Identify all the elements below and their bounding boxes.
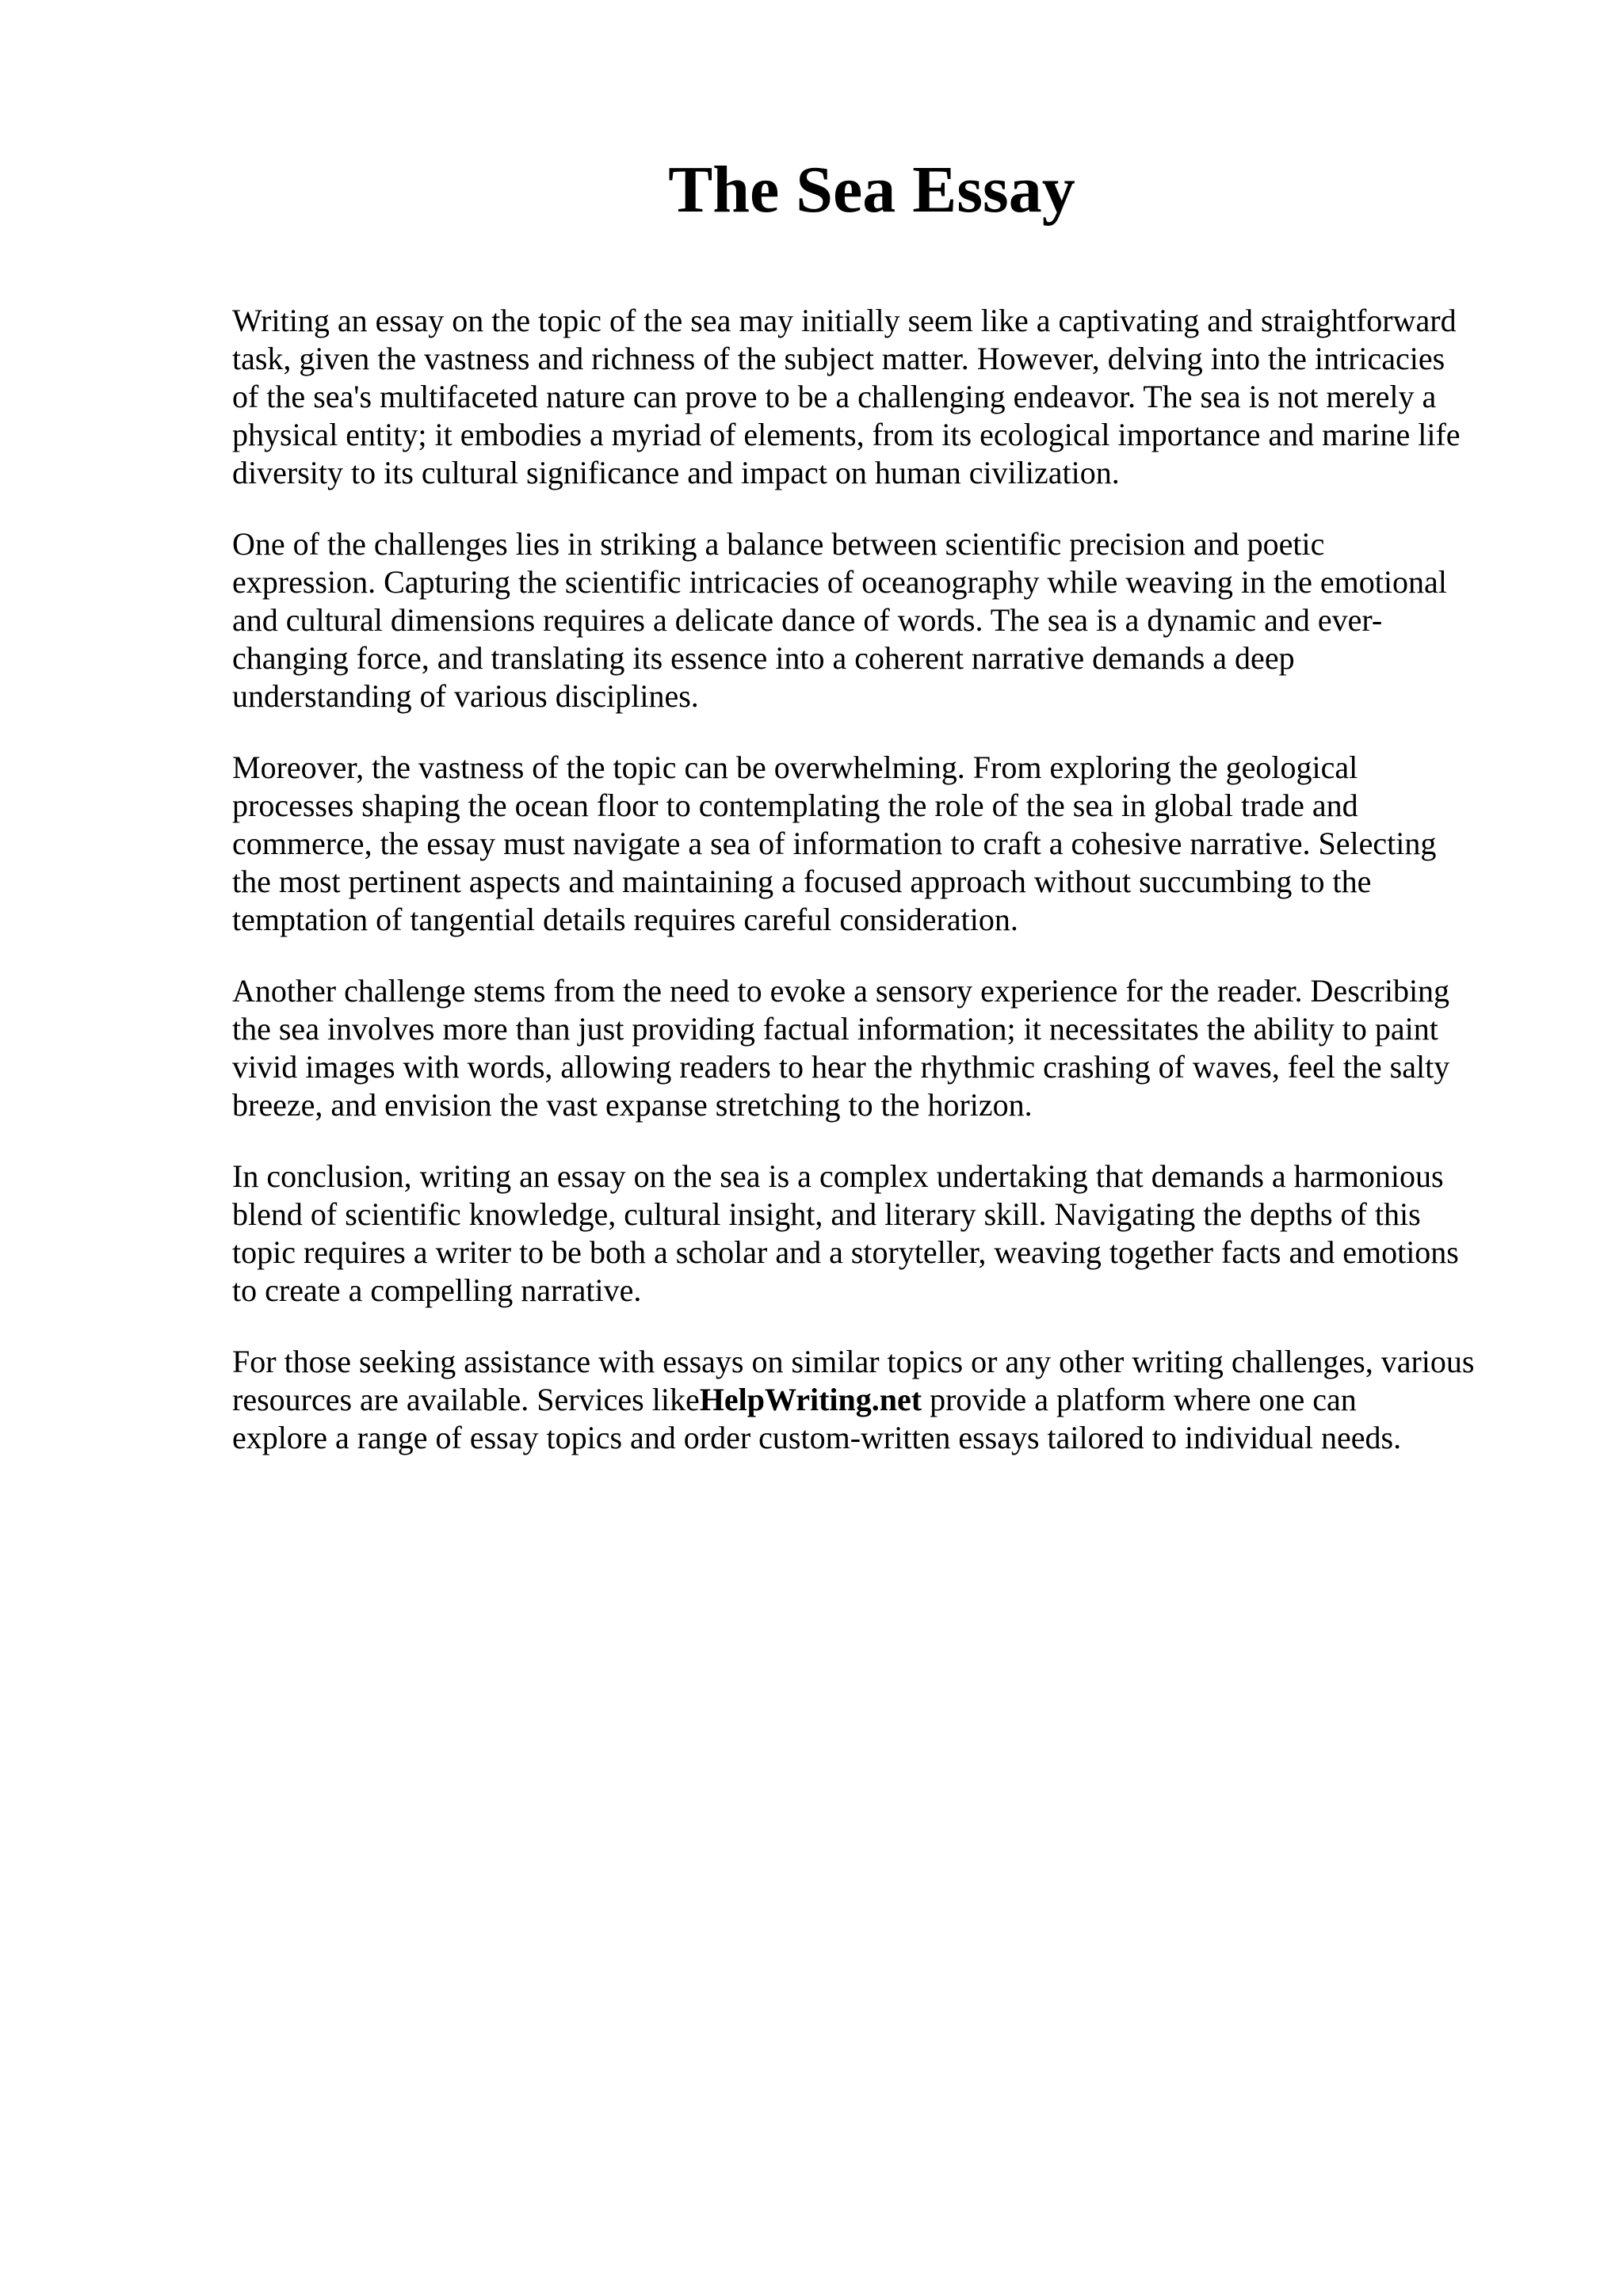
paragraph-line: blend of scientific knowledge, cultural insight, and literary skill. Navigating the depths of this [232,1196,1421,1232]
paragraph-line: temptation of tangential details requires careful consideration. [232,902,1018,937]
paragraph-line: processes shaping the ocean floor to contemplating the role of the sea in global trade and [232,788,1358,823]
paragraph-line: and cultural dimensions requires a delicate dance of words. The sea is a dynamic and ever- [232,602,1383,638]
paragraph-line: breeze, and envision the vast expanse stretching to the horizon. [232,1087,1033,1123]
closing-text-after-link: provide a platform where one can [922,1382,1357,1417]
paragraph-line: the sea involves more than just providing factual information; it necessitates the ability to paint [232,1011,1438,1047]
closing-text-before-link: resources are available. Services like [232,1382,700,1417]
paragraph-line: task, given the vastness and richness of the subject matter. However, delving into the intricacies [232,341,1445,376]
paragraph-line: changing force, and translating its essence into a coherent narrative demands a deep [232,640,1295,676]
paragraph-line: physical entity; it embodies a myriad of elements, from its ecological importance and marine life [232,417,1461,452]
paragraph-2 [232,525,1548,715]
paragraph-4 [232,972,1548,1124]
essay-body [232,302,1548,1490]
paragraph-line: explore a range of essay topics and order custom-written essays tailored to individual needs. [232,1420,1402,1455]
paragraph-line: For those seeking assistance with essays on similar topics or any other writing challenges, various [232,1344,1475,1379]
paragraph-line: the most pertinent aspects and maintaining a focused approach without succumbing to the [232,864,1372,899]
paragraph-line: of the sea's multifaceted nature can prove to be a challenging endeavor. The sea is not merely a [232,379,1437,414]
paragraph-1 [232,302,1548,492]
paragraph-line: vivid images with words, allowing readers to hear the rhythmic crashing of waves, feel the salty [232,1049,1450,1085]
paragraph-line: Moreover, the vastness of the topic can be overwhelming. From exploring the geological [232,749,1358,785]
paragraph-line: Another challenge stems from the need to evoke a sensory experience for the reader. Describing [232,973,1450,1009]
paragraph-line: One of the challenges lies in striking a balance between scientific precision and poetic [232,526,1325,562]
paragraph-line [232,1381,1548,1419]
paragraph-5 [232,1158,1548,1310]
paragraph-3 [232,749,1548,939]
paragraph-line: In conclusion, writing an essay on the sea is a complex undertaking that demands a harmonious [232,1158,1444,1194]
page-title: The Sea Essay [668,153,1075,227]
helpwriting-link[interactable]: HelpWriting.net [699,1382,922,1417]
paragraph-line: diversity to its cultural significance and impact on human civilization. [232,455,1120,490]
paragraph-line: to create a compelling narrative. [232,1272,642,1308]
paragraph-closing [232,1343,1548,1457]
paragraph-line: commerce, the essay must navigate a sea of information to craft a cohesive narrative. Selecting [232,826,1437,861]
paragraph-line: understanding of various disciplines. [232,678,699,714]
paragraph-line: Writing an essay on the topic of the sea may initially seem like a captivating and straightforward [232,303,1457,338]
paragraph-line: expression. Capturing the scientific intricacies of oceanography while weaving in the emotional [232,564,1447,600]
paragraph-line: topic requires a writer to be both a scholar and a storyteller, weaving together facts and emotions [232,1234,1459,1270]
